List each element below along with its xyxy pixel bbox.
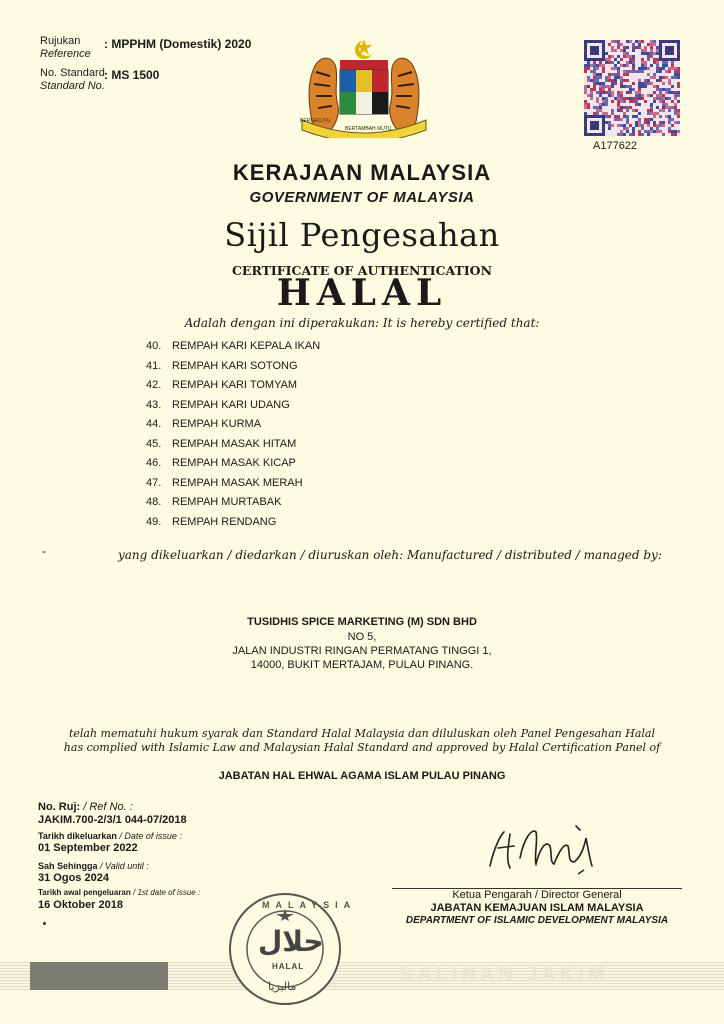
halal-logo-label: HALAL xyxy=(272,962,305,971)
product-number: 43. xyxy=(146,398,162,411)
ref-no-label xyxy=(38,801,133,813)
product-name: REMPAH KARI SOTONG xyxy=(172,359,298,372)
halal-logo-arabic: حلال xyxy=(258,926,324,957)
standard-label: No. Standard xyxy=(40,67,105,79)
product-number: 44. xyxy=(146,418,162,430)
government-title-ms: KERAJAAN MALAYSIA xyxy=(232,160,492,185)
qr-serial: A177622 xyxy=(593,140,638,152)
product-name: REMPAH KARI TOMYAM xyxy=(172,379,298,391)
product-name: REMPAH KARI KEPALA IKAN xyxy=(172,340,321,352)
approving-panel: JABATAN HAL EHWAL AGAMA ISLAM PULAU PINANG xyxy=(218,770,506,782)
first-issue-value: 16 Oktober 2018 xyxy=(38,899,123,911)
product-item xyxy=(146,418,320,438)
issue-date-label-en: / Date of issue : xyxy=(119,831,182,841)
certified-statement: Adalah dengan ini diperakukan: It is hereby certified that: xyxy=(184,316,540,330)
product-name: REMPAH MURTABAK xyxy=(172,496,282,508)
product-item xyxy=(146,379,320,399)
product-name: REMPAH MASAK KICAP xyxy=(172,457,296,469)
reference-value: : MPPHM (Domestik) 2020 xyxy=(104,37,252,51)
valid-until-label-ms: Sah Sehingga xyxy=(38,861,98,871)
valid-until-label-en: / Valid until : xyxy=(100,861,149,871)
halal-logo-top-text: MALAYSIA xyxy=(262,900,357,910)
halal-title: HALAL xyxy=(276,272,448,314)
ref-no-label-en: / Ref No. : xyxy=(83,801,133,813)
coat-motto-left: BERSEKUTU xyxy=(300,118,331,124)
company-address-line3: 14000, BUKIT MERTAJAM, PULAU PINANG. xyxy=(250,659,474,671)
compliance-statement-ms: telah mematuhi hukum syarak dan Standard Halal Malaysia dan diluluskan oleh Panel Pengesahan Halal xyxy=(68,727,656,740)
company-name: TUSIDHIS SPICE MARKETING (M) SDN BHD xyxy=(247,616,477,628)
director-signature xyxy=(480,818,610,878)
product-number: 45. xyxy=(146,437,162,450)
reference-label-en: Reference xyxy=(40,48,91,60)
product-item xyxy=(146,340,320,360)
qr-code xyxy=(584,40,680,136)
product-number: 49. xyxy=(146,515,162,528)
first-issue-label xyxy=(38,888,200,897)
footer-watermark: SALINAN JAKIM xyxy=(400,964,609,986)
compliance-statement-en: has complied with Islamic Law and Malaysian Halal Standard and approved by Halal Certification Panel of xyxy=(63,741,661,754)
product-name: REMPAH KARI UDANG xyxy=(172,398,290,411)
director-org-ms: JABATAN KEMAJUAN ISLAM MALAYSIA xyxy=(430,902,644,914)
product-number: 47. xyxy=(146,476,162,489)
product-item xyxy=(146,516,320,536)
government-title-en: GOVERNMENT OF MALAYSIA xyxy=(249,189,475,206)
product-number: 42. xyxy=(146,379,162,391)
product-item xyxy=(146,496,320,516)
reference-block xyxy=(40,35,91,61)
product-name: REMPAH MASAK HITAM xyxy=(172,437,297,450)
product-number: 40. xyxy=(146,340,162,352)
dash-mark: - xyxy=(42,544,46,558)
director-org-en: DEPARTMENT OF ISLAMIC DEVELOPMENT MALAYSIA xyxy=(405,915,669,926)
first-issue-label-ms: Tarikh awal pengeluaran xyxy=(38,888,131,897)
product-number: 46. xyxy=(146,457,162,469)
reference-label: Rujukan xyxy=(40,35,81,47)
product-name: REMPAH MASAK MERAH xyxy=(172,476,303,489)
issued-by-statement: yang dikeluarkan / diedarkan / diuruskan oleh: Manufactured / distributed / managed by: xyxy=(118,548,662,562)
standard-value: : MS 1500 xyxy=(104,68,160,82)
valid-until-value: 31 Ogos 2024 xyxy=(38,872,109,884)
product-item xyxy=(146,438,320,458)
footer-dark-block xyxy=(30,962,168,990)
ref-no-label-ms: No. Ruj: xyxy=(38,801,81,813)
product-item xyxy=(146,399,320,419)
dot-mark xyxy=(43,922,46,925)
product-name: REMPAH RENDANG xyxy=(172,515,277,528)
product-number: 41. xyxy=(146,359,162,372)
standard-block xyxy=(40,67,105,93)
product-item xyxy=(146,477,320,497)
certificate-subtitle: CERTIFICATE OF AUTHENTICATION xyxy=(231,263,493,278)
company-address-line2: JALAN INDUSTRI RINGAN PERMATANG TINGGI 1, xyxy=(232,645,492,657)
halal-logo-bottom-arabic: ماليزيا xyxy=(268,981,297,993)
coat-motto-right: BERTAMBAH MUTU xyxy=(345,126,392,132)
first-issue-label-en: / 1st date of issue : xyxy=(133,888,201,897)
sijil-pengesahan-title: Sijil Pengesahan xyxy=(224,216,500,254)
product-item xyxy=(146,457,320,477)
issue-date-label xyxy=(38,831,182,841)
standard-label-en: Standard No. xyxy=(40,80,105,92)
product-name: REMPAH KURMA xyxy=(172,418,262,430)
product-item xyxy=(146,360,320,380)
product-number: 48. xyxy=(146,496,162,508)
issue-date-label-ms: Tarikh dikeluarkan xyxy=(38,831,117,841)
issue-date-value: 01 September 2022 xyxy=(38,842,138,854)
product-list xyxy=(146,340,320,535)
ref-no-value: JAKIM.700-2/3/1 044-07/2018 xyxy=(38,814,187,826)
valid-until-label xyxy=(38,861,149,871)
director-title: Ketua Pengarah / Director General xyxy=(452,889,622,901)
company-address-line1: NO 5, xyxy=(347,631,377,643)
